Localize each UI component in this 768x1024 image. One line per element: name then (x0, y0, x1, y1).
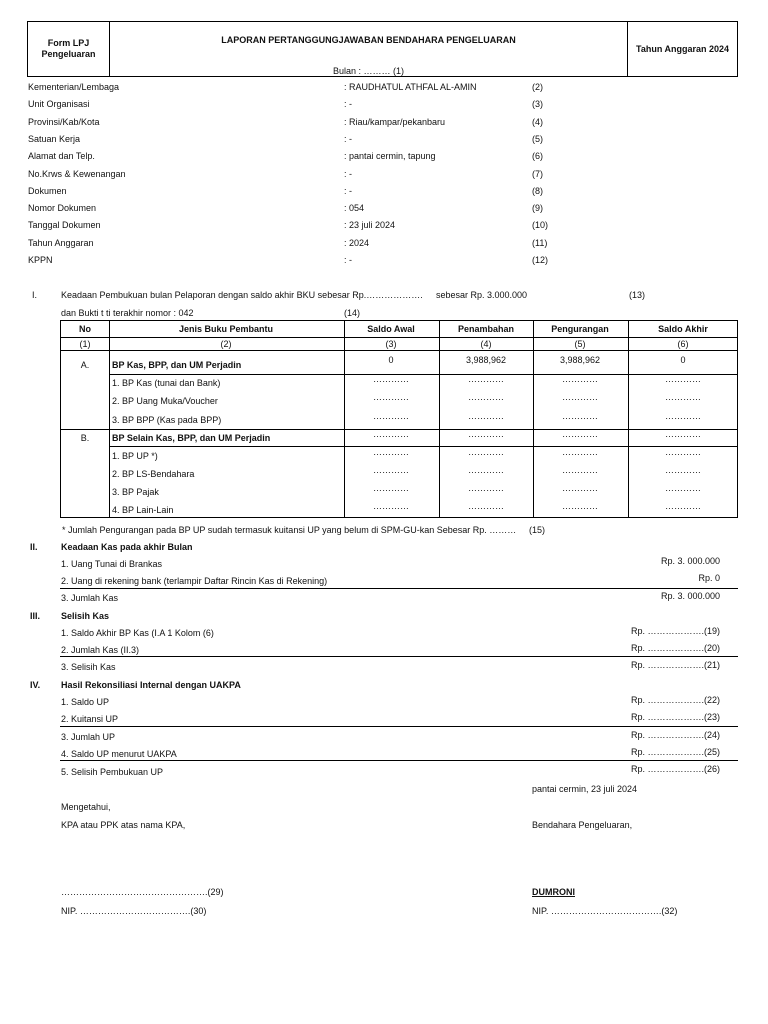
row-a-value: 0 (680, 355, 686, 365)
dots-placeholder: ………… (665, 374, 701, 384)
section-item-label: 4. Saldo UP menurut UAKPA (61, 749, 177, 759)
dots-placeholder: ………… (373, 465, 409, 475)
identity-label: Alamat dan Telp. (28, 151, 95, 161)
bendahara-name: DUMRONI (532, 887, 575, 897)
dots-placeholder: ………… (468, 392, 504, 402)
identity-label: Dokumen (28, 186, 67, 196)
section-item-label: 3. Jumlah Kas (61, 593, 119, 603)
section-item-label: 1. Saldo Akhir BP Kas (I.A 1 Kolom (6) (61, 628, 214, 638)
identity-code: (2) (532, 82, 543, 92)
table-header: No (79, 324, 91, 334)
section-item-label: 2. Uang di rekening bank (terlampir Daftar Rincin Kas di Rekening) (61, 576, 328, 586)
section-item-label: 1. Uang Tunai di Brankas (61, 559, 163, 569)
table-header: Saldo Awal (367, 324, 415, 334)
table-subheader: (2) (220, 339, 232, 349)
table-subheader: (6) (677, 339, 689, 349)
dots-placeholder: ………… (665, 447, 701, 457)
dots-placeholder: ………… (468, 374, 504, 384)
section1-text: Keadaan Pembukuan bulan Pelaporan dengan saldo akhir BKU sebesar Rp.………………. (61, 290, 423, 300)
table-header: Jenis Buku Pembantu (178, 324, 274, 334)
dots-placeholder: ………… (562, 429, 598, 439)
sum-rule (60, 760, 738, 761)
identity-code: (5) (532, 134, 543, 144)
section-item-label: 2. Kuitansi UP (61, 714, 119, 724)
section1-line2: dan Bukti t ti terakhir nomor : 042 (61, 308, 194, 318)
section-item-value: Rp. ……………….(25) (630, 747, 720, 757)
dots-placeholder: ………… (562, 411, 598, 421)
place-date: pantai cermin, 23 juli 2024 (532, 784, 638, 794)
section-item-label: 3. Jumlah UP (61, 732, 116, 742)
kpa-name: ………………………………………….(29) (61, 887, 224, 897)
section-item-label: 3. Selisih Kas (61, 662, 116, 672)
report-title: LAPORAN PERTANGGUNGJAWABAN BENDAHARA PENGELUARAN (221, 35, 516, 45)
dots-placeholder: ………… (373, 374, 409, 384)
dots-placeholder: ………… (468, 429, 504, 439)
identity-value: : pantai cermin, tapung (344, 151, 436, 161)
section1-code2: (14) (344, 308, 361, 318)
table-header: Saldo Akhir (658, 324, 708, 334)
dots-placeholder: ………… (665, 392, 701, 402)
table-subheader: (4) (480, 339, 492, 349)
section-number: II. (30, 542, 38, 552)
table-rule (61, 350, 737, 351)
identity-code: (11) (532, 238, 548, 248)
header-box (27, 21, 738, 77)
buku-pembantu-table (60, 320, 738, 518)
dots-placeholder: ………… (665, 411, 701, 421)
table-rule (61, 337, 737, 338)
section-item-value: Rp. ……………….(23) (630, 712, 720, 722)
identity-code: (9) (532, 203, 543, 213)
dots-placeholder: ………… (373, 483, 409, 493)
dots-placeholder: ………… (373, 392, 409, 402)
section-item-label: 2. Jumlah Kas (II.3) (61, 645, 140, 655)
title-cell (110, 22, 628, 76)
identity-code: (6) (532, 151, 543, 161)
table-subheader: (3) (385, 339, 397, 349)
fiscal-year-cell (628, 22, 737, 76)
row-a-label: BP Kas, BPP, dan UM Perjadin (112, 360, 242, 370)
identity-label: Unit Organisasi (28, 99, 90, 109)
section1-code: (13) (629, 290, 646, 300)
dots-placeholder: ………… (373, 429, 409, 439)
dots-placeholder: ………… (562, 392, 598, 402)
section-title: Hasil Rekonsiliasi Internal dengan UAKPA (61, 680, 241, 690)
identity-value: : - (344, 99, 352, 109)
section-item-value: Rp. ……………….(19) (630, 626, 720, 636)
row-b-number: B. (80, 433, 90, 443)
sum-rule (60, 588, 738, 589)
row-a-number: A. (80, 360, 90, 370)
dots-placeholder: ………… (562, 483, 598, 493)
identity-code: (4) (532, 117, 543, 127)
identity-label: Nomor Dokumen (28, 203, 97, 213)
sum-rule (60, 656, 738, 657)
row-a-value: 0 (388, 355, 394, 365)
identity-value: : 2024 (344, 238, 370, 248)
identity-value: : - (344, 169, 352, 179)
fiscal-year-label: Tahun Anggaran 2024 (635, 44, 730, 54)
footnote-text: * Jumlah Pengurangan pada BP UP sudah termasuk kuitansi UP yang belum di SPM-GU-kan Sebesar Rp. ……… (62, 525, 517, 535)
table-subheader: (5) (574, 339, 586, 349)
identity-label: No.Krws & Kewenangan (28, 169, 126, 179)
section1-number: I. (32, 290, 38, 300)
form-label-line2: Pengeluaran (41, 49, 96, 59)
row-a-value: 3,988,962 (465, 355, 507, 365)
dots-placeholder: ………… (373, 447, 409, 457)
identity-value: : RAUDHATUL ATHFAL AL-AMIN (344, 82, 477, 92)
dots-placeholder: ………… (468, 447, 504, 457)
section1-amount: sebesar Rp. 3.000.000 (436, 290, 528, 300)
table-header: Pengurangan (551, 324, 609, 334)
kpa-label: KPA atau PPK atas nama KPA, (61, 820, 186, 830)
dots-placeholder: ………… (665, 483, 701, 493)
section-item-value: Rp. ……………….(20) (630, 643, 720, 653)
row-b-label: BP Selain Kas, BPP, dan UM Perjadin (112, 433, 271, 443)
dots-placeholder: ………… (562, 447, 598, 457)
identity-value: : 23 juli 2024 (344, 220, 396, 230)
identity-label: KPPN (28, 255, 53, 265)
section-title: Selisih Kas (61, 611, 110, 621)
sum-rule (60, 726, 738, 727)
footnote-code: (15) (529, 525, 546, 535)
dots-placeholder: ………… (562, 465, 598, 475)
dots-placeholder: ………… (468, 483, 504, 493)
row-a-item: 3. BP BPP (Kas pada BPP) (112, 415, 222, 425)
dots-placeholder: ………… (665, 501, 701, 511)
row-a-item: 1. BP Kas (tunai dan Bank) (112, 378, 221, 388)
section-item-label: 5. Selisih Pembukuan UP (61, 767, 164, 777)
row-b-item: 1. BP UP *) (112, 451, 158, 461)
section-item-label: 1. Saldo UP (61, 697, 110, 707)
identity-value: : 054 (344, 203, 365, 213)
dots-placeholder: ………… (562, 374, 598, 384)
row-b-item: 4. BP Lain-Lain (112, 505, 174, 515)
section-item-value: Rp. ……………….(21) (630, 660, 720, 670)
table-rule (109, 321, 110, 517)
form-label-cell (28, 22, 110, 76)
dots-placeholder: ………… (468, 501, 504, 511)
dots-placeholder: ………… (562, 501, 598, 511)
mengetahui-label: Mengetahui, (61, 802, 111, 812)
identity-code: (7) (532, 169, 543, 179)
report-month: Bulan : ……… (1) (332, 66, 405, 76)
section-title: Keadaan Kas pada akhir Bulan (61, 542, 193, 552)
dots-placeholder: ………… (468, 411, 504, 421)
row-b-item: 2. BP LS-Bendahara (112, 469, 195, 479)
table-header: Penambahan (457, 324, 515, 334)
row-a-value: 3,988,962 (559, 355, 601, 365)
row-b-item: 3. BP Pajak (112, 487, 159, 497)
section-number: III. (30, 611, 41, 621)
identity-label: Kementerian/Lembaga (28, 82, 120, 92)
identity-label: Tahun Anggaran (28, 238, 94, 248)
dots-placeholder: ………… (665, 465, 701, 475)
table-subheader: (1) (79, 339, 91, 349)
identity-value: : - (344, 255, 352, 265)
identity-code: (12) (532, 255, 549, 265)
identity-label: Satuan Kerja (28, 134, 81, 144)
identity-code: (10) (532, 220, 549, 230)
kpa-nip: NIP. ……………………………….(30) (61, 906, 207, 916)
identity-code: (3) (532, 99, 543, 109)
identity-value: : - (344, 134, 352, 144)
section-item-value: Rp. ……………….(24) (630, 730, 720, 740)
row-a-item: 2. BP Uang Muka/Voucher (112, 396, 218, 406)
section-item-value: Rp. 3. 000.000 (660, 556, 720, 566)
dots-placeholder: ………… (373, 501, 409, 511)
section-item-value: Rp. 0 (698, 573, 720, 583)
identity-value: : - (344, 186, 352, 196)
identity-code: (8) (532, 186, 543, 196)
dots-placeholder: ………… (665, 429, 701, 439)
section-item-value: Rp. 3. 000.000 (660, 591, 720, 601)
bendahara-label: Bendahara Pengeluaran, (532, 820, 633, 830)
form-label-line1: Form LPJ (47, 38, 90, 48)
section-number: IV. (30, 680, 41, 690)
section-item-value: Rp. ……………….(22) (630, 695, 720, 705)
identity-value: : Riau/kampar/pekanbaru (344, 117, 446, 127)
identity-label: Tanggal Dokumen (28, 220, 101, 230)
dots-placeholder: ………… (373, 411, 409, 421)
bendahara-nip: NIP. ……………………………….(32) (532, 906, 678, 916)
dots-placeholder: ………… (468, 465, 504, 475)
section-item-value: Rp. ……………….(26) (630, 764, 720, 774)
identity-label: Provinsi/Kab/Kota (28, 117, 100, 127)
